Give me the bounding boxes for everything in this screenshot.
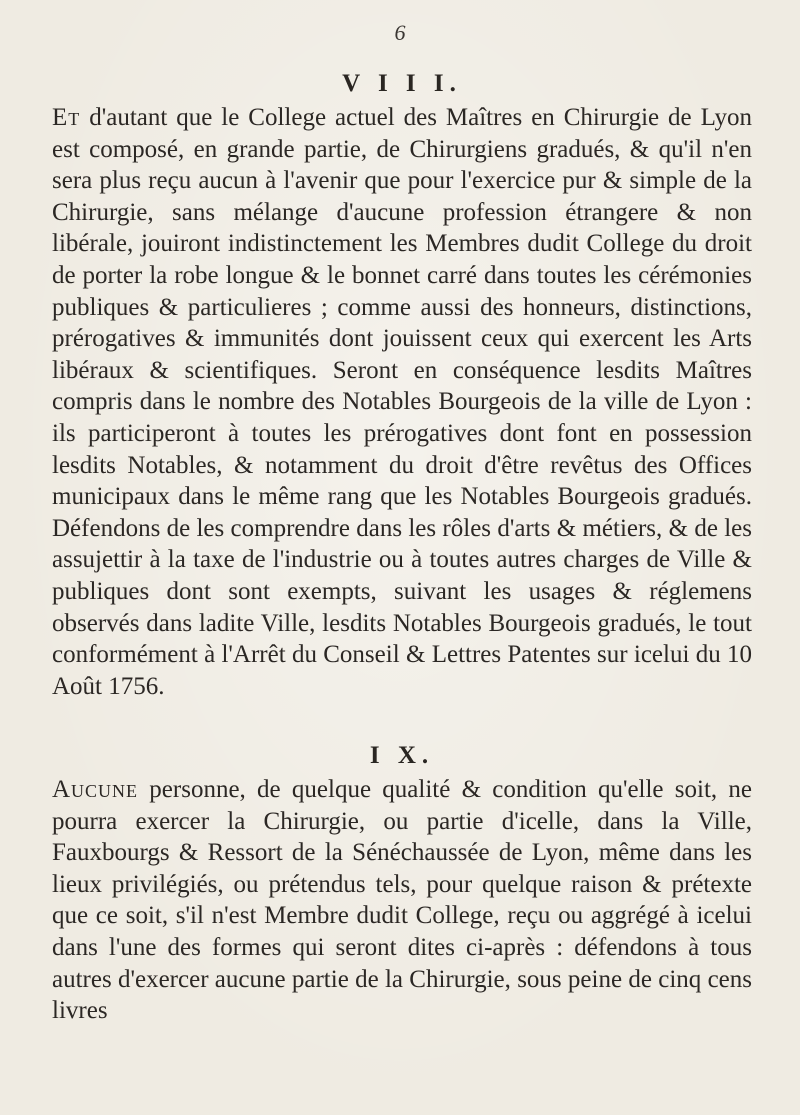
article-text: personne, de quelque qualité & condition qu'elle soit, ne pourra exercer la Chirurgie, ou partie d'icelle, dans la Ville, Fauxbourgs & Ressort de la Sénéchaussée de Lyon, même dans les lieux privilégiés, ou prétendus tels, pour quelque raison & prétexte que ce soit, s'il n'est Membre dudit College, reçu ou aggrégé à icelui dans l'une des formes qui seront dites ci-après : défendons à tous autres d'exercer aucune partie de la Chirurgie, sous peine de cinq cens livres xyxy=(52,776,752,1025)
article-lead-word: Et xyxy=(52,104,81,131)
article-viii xyxy=(52,68,752,702)
article-ix xyxy=(52,740,752,1027)
article-heading: I X. xyxy=(369,742,435,769)
page-number: 6 xyxy=(394,20,406,45)
article-paragraph xyxy=(52,774,752,1027)
article-lead-word: Aucune xyxy=(52,776,139,803)
article-heading: V I I I. xyxy=(342,70,462,97)
article-text: d'autant que le College actuel des Maîtres en Chirurgie de Lyon est composé, en grande partie, de Chirurgiens gradués, & qu'il n'en sera plus reçu aucun à l'avenir que pour l'exercice pur & simple de la Chirurgie, sans mélange d'aucune profession étrangere & non libérale, jouiront indistinctement les Membres dudit College du droit de porter la robe longue & le bonnet carré dans toutes les cérémonies publiques & particulieres ; comme aussi des honneurs, distinctions, prérogatives & immunités dont jouissent ceux qui exercent les Arts libéraux & scientifiques. Seront en conséquence lesdits Maîtres compris dans le nombre des Notables Bourgeois de la ville de Lyon : ils participeront à toutes les prérogatives dont font en possession lesdits Notables, & notamment du droit d'être revêtus des Offices municipaux dans le même rang que les Notables Bourgeois gradués. Défendons de les comprendre dans les rôles d'arts & métiers, & de les assujettir à la taxe de l'industrie ou à toutes autres charges de Ville & publiques dont sont exempts, suivant les usages & réglemens observés dans ladite Ville, lesdits Notables Bourgeois gradués, le tout conformément à l'Arrêt du Conseil & Lettres Patentes sur icelui du 10 Août 1756. xyxy=(52,104,752,700)
article-paragraph xyxy=(52,102,752,702)
